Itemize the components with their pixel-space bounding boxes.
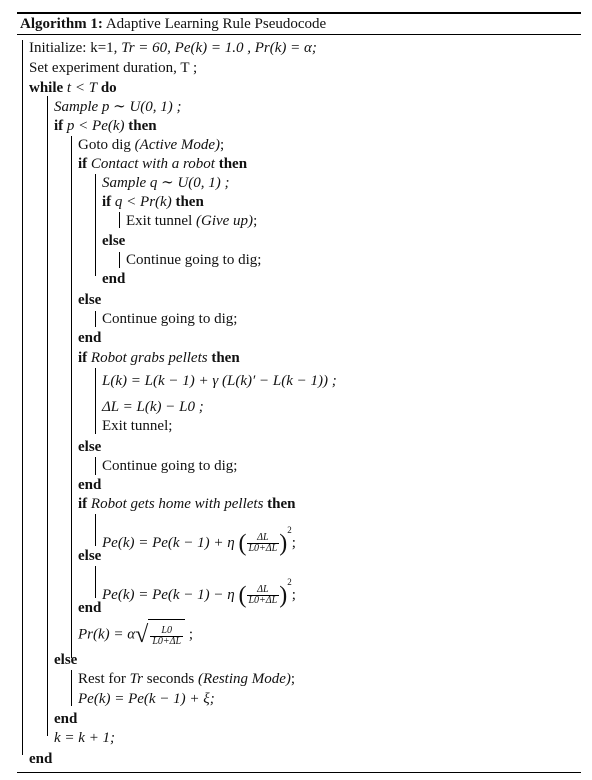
line-pe-minus: Pe(k) = Pe(k − 1) − η ( $\frac{\Delta L}{L0+\Delta L}$ )$^2$;: [102, 577, 296, 609]
line-k-increment: k = k + 1;: [54, 730, 116, 746]
caption-rule: [17, 34, 581, 35]
line-delta-l: ΔL = L(k) − L0 ;: [102, 399, 204, 415]
line-exit-tunnel: Exit tunnel;: [102, 418, 173, 434]
line-goto-dig: Goto dig (Active Mode);: [78, 137, 225, 153]
line-end-while: end: [29, 751, 53, 767]
line-else-contact: else: [78, 292, 102, 308]
block-bar-else-q: [119, 252, 120, 268]
line-end-q: end: [102, 271, 126, 287]
line-if-p: if p < Pe(k) then: [54, 118, 157, 134]
line-end-home: end: [78, 600, 102, 616]
line-pr-update: Pr(k) = α√ $\frac{L0}{L0+\Delta L}$ ;: [78, 619, 193, 651]
line-sample-p: Sample p ∼ U(0, 1) ;: [54, 99, 182, 115]
block-bar-while: [47, 96, 48, 736]
block-bar-if-q: [119, 212, 120, 228]
line-else-grabs: else: [78, 439, 102, 455]
block-bar-if-p: [71, 136, 72, 658]
block-bar-grabs: [95, 368, 96, 434]
line-continue-dig-grabs: Continue going to dig;: [102, 458, 238, 474]
block-bar-else-grabs: [95, 457, 96, 475]
line-lk-update: L(k) = L(k − 1) + γ (L(k)′ − L(k − 1)) ;: [102, 373, 337, 389]
bottom-rule: [17, 772, 581, 773]
line-else-p: else: [54, 652, 78, 668]
line-initialize: Initialize: k=1, Tr = 60, Pe(k) = 1.0 , Pr(k) = α;: [29, 40, 317, 56]
line-if-grabs: if Robot grabs pellets then: [78, 350, 240, 366]
block-bar-else-p: [71, 670, 72, 706]
block-bar-main: [22, 40, 23, 755]
algorithm-label: Algorithm 1:: [20, 16, 103, 32]
line-pe-plus: Pe(k) = Pe(k − 1) + η ( $\frac{\Delta L}{L0+\Delta L}$ )$^2$;: [102, 525, 296, 557]
line-else-q: else: [102, 233, 126, 249]
line-exit-tunnel-giveup: Exit tunnel (Give up);: [126, 213, 258, 229]
sqrt-expression: √ $\frac{L0}{L0+\Delta L}$: [135, 619, 185, 651]
line-end-grabs: end: [78, 477, 102, 493]
block-bar-else-contact: [95, 311, 96, 327]
line-while: while t < T do: [29, 80, 117, 96]
line-continue-dig-contact: Continue going to dig;: [102, 311, 238, 327]
line-pe-xi: Pe(k) = Pe(k − 1) + ξ;: [78, 691, 215, 707]
line-if-contact: if Contact with a robot then: [78, 156, 248, 172]
line-continue-dig-q: Continue going to dig;: [126, 252, 262, 268]
line-else-home: else: [78, 548, 102, 564]
block-bar-contact: [95, 174, 96, 276]
line-if-home: if Robot gets home with pellets then: [78, 496, 296, 512]
line-end-p: end: [54, 711, 78, 727]
top-rule: [17, 12, 581, 14]
line-set-duration: Set experiment duration, T ;: [29, 60, 198, 76]
fraction-delta-l-2: $\frac{\Delta L}{L0+\Delta L}$: [248, 584, 278, 607]
block-bar-home: [95, 514, 96, 546]
algorithm-caption: [20, 15, 326, 33]
algorithm-title: Adaptive Learning Rule Pseudocode: [105, 16, 327, 32]
line-end-contact: end: [78, 330, 102, 346]
line-if-q: if q < Pr(k) then: [102, 194, 204, 210]
line-sample-q: Sample q ∼ U(0, 1) ;: [102, 175, 230, 191]
line-rest: Rest for Tr seconds (Resting Mode);: [78, 671, 296, 687]
fraction-delta-l: $\frac{\Delta L}{L0+\Delta L}$: [248, 532, 278, 555]
block-bar-else-home: [95, 566, 96, 598]
